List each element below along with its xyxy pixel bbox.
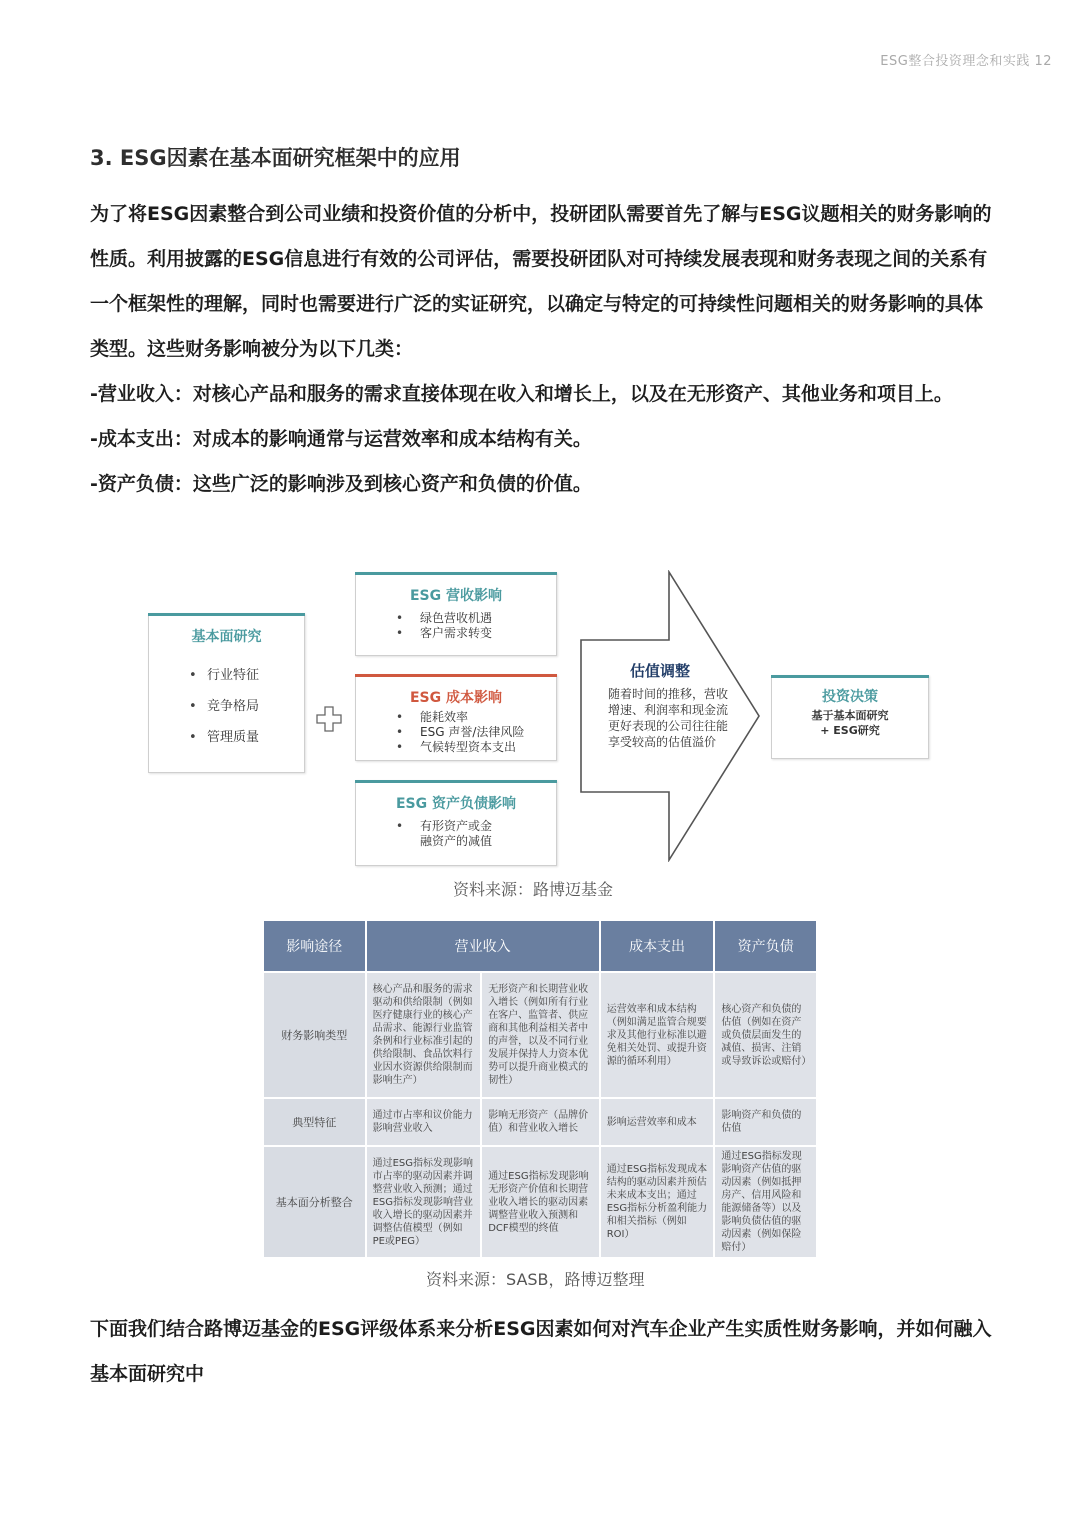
- financial-impact-table: [262, 919, 818, 1259]
- table-row: [263, 1146, 817, 1258]
- decision-title: 投资决策: [822, 689, 878, 705]
- table-cell: 无形资产和长期营业收入增长（例如所有行业在客户、监管者、供应商和其他利益相关者中的声誉，以及不同行业发展并保持人力资本优势可以提升商业模式的韧性）: [481, 972, 600, 1098]
- fundamental-research-box: [148, 613, 305, 773]
- revenue-topbar: [355, 572, 557, 575]
- running-header: ESG整合投资理念和实践 12: [880, 54, 1052, 69]
- table-cell: 核心资产和负债的估值（例如在资产或负债层面发生的减值、损害、注销或导致诉讼或赔付）: [714, 972, 817, 1098]
- row-label: 财务影响类型: [263, 972, 366, 1098]
- fundamental-title: 基本面研究: [191, 629, 262, 645]
- header-cell: 资产负债: [714, 920, 817, 972]
- balance-list: [356, 819, 556, 849]
- cost-item: • 能耗效率: [356, 710, 556, 725]
- section-title: 3. ESG因素在基本面研究框架中的应用: [90, 146, 461, 170]
- cost-list: [356, 710, 556, 755]
- balance-topbar: [355, 780, 557, 783]
- fundamental-topbar: [148, 613, 305, 616]
- esg-balance-box: [355, 780, 557, 866]
- fundamental-list: [149, 660, 304, 753]
- table-cell: 通过ESG指标发现成本结构的驱动因素并预估未来成本支出；通过ESG指标分析盈利能力和相关指标（例如ROI）: [600, 1146, 715, 1258]
- header-cell: 影响途径: [263, 920, 366, 972]
- header-cell: 营业收入: [366, 920, 600, 972]
- revenue-title: ESG 营收影响: [409, 588, 502, 604]
- valuation-title: 估值调整: [629, 662, 690, 680]
- row-label: 典型特征: [263, 1098, 366, 1146]
- investment-decision-box: [771, 675, 929, 759]
- table-cell: 通过ESG指标发现影响资产估值的驱动因素（例如抵押房产、信用风险和能源储备等）以及影响负债估值的驱动因素（例如保险赔付）: [714, 1146, 817, 1258]
- revenue-bullet: -营业收入：对核心产品和服务的需求直接体现在收入和增长上，以及在无形资产、其他业务和项目上。: [90, 383, 953, 405]
- revenue-item: • 绿色营收机遇: [356, 611, 556, 626]
- fundamental-item: • 管理质量: [149, 722, 304, 753]
- revenue-list: [356, 611, 556, 641]
- closing-paragraph: 下面我们结合路博迈基金的ESG评级体系来分析ESG因素如何对汽车企业产生实质性财务影响，并如何融入基本面研究中: [90, 1318, 992, 1385]
- table-cell: 核心产品和服务的需求驱动和供给限制（例如医疗健康行业的核心产品需求、能源行业监管条例和行业标准引起的供给限制、食品饮料行业因水资源供给限制而影响生产）: [366, 972, 482, 1098]
- table-header-row: [263, 920, 817, 972]
- table-cell: 通过ESG指标发现影响市占率的驱动因素并调整营业收入预测；通过ESG指标发现影响营业收入增长的驱动因素并调整估值模型（例如PE或PEG）: [366, 1146, 482, 1258]
- table-cell: 影响资产和负债的估值: [714, 1098, 817, 1146]
- row-label: 基本面分析整合: [263, 1146, 366, 1258]
- table-cell: 通过ESG指标发现影响无形资产价值和长期营业收入增长的驱动因素调整营业收入预测和DCF模型的终值: [481, 1146, 600, 1258]
- cost-item: • ESG 声誉/法律风险: [356, 725, 556, 740]
- decision-subtitle: 基于基本面研究 + ESG研究: [811, 709, 889, 737]
- table-row: [263, 1098, 817, 1146]
- valuation-text: 随着时间的推移，营收增速、利润率和现金流更好表现的公司往往能享受较高的估值溢价: [608, 687, 729, 749]
- cost-item: • 气候转型资本支出: [356, 740, 556, 755]
- revenue-item: • 客户需求转变: [356, 626, 556, 641]
- fundamental-item: • 竞争格局: [149, 691, 304, 722]
- esg-revenue-box: [355, 572, 557, 656]
- balance-item: • 有形资产或金融资产的减值: [356, 819, 556, 849]
- intro-text: [90, 192, 995, 507]
- balance-bullet: -资产负债：这些广泛的影响涉及到核心资产和负债的价值。: [90, 473, 592, 495]
- diagram-caption: 资料来源：路博迈基金: [453, 880, 614, 899]
- table-cell: 通过市占率和议价能力影响营业收入: [366, 1098, 482, 1146]
- table-cell: 影响无形资产（品牌价值）和营业收入增长: [481, 1098, 600, 1146]
- decision-topbar: [771, 675, 929, 678]
- table-caption: 资料来源：SASB，路博迈整理: [426, 1270, 645, 1289]
- cost-bullet: -成本支出：对成本的影响通常与运营效率和成本结构有关。: [90, 428, 592, 450]
- balance-title: ESG 资产负债影响: [395, 796, 516, 812]
- table-cell: 运营效率和成本结构（例如满足监管合规要求及其他行业标准以避免相关处罚、或提升资源的循环利用）: [600, 972, 715, 1098]
- plus-icon: [316, 706, 342, 732]
- intro-paragraph: 为了将ESG因素整合到公司业绩和投资价值的分析中，投研团队需要首先了解与ESG议题相关的财务影响的性质。利用披露的ESG信息进行有效的公司评估，需要投研团队对可持续发展表现和财务表现之间的关系有一个框架性的理解，同时也需要进行广泛的实证研究，以确定与特定的可持续性问题相关的财务影响的具体类型。这些财务影响被分为以下几类：: [90, 203, 992, 360]
- closing-text: [90, 1307, 995, 1397]
- cost-topbar: [355, 674, 557, 677]
- cost-title: ESG 成本影响: [409, 690, 502, 706]
- table-row: [263, 972, 817, 1098]
- header-cell: 成本支出: [600, 920, 715, 972]
- table-cell: 影响运营效率和成本: [600, 1098, 715, 1146]
- fundamental-item: • 行业特征: [149, 660, 304, 691]
- esg-cost-box: [355, 674, 557, 761]
